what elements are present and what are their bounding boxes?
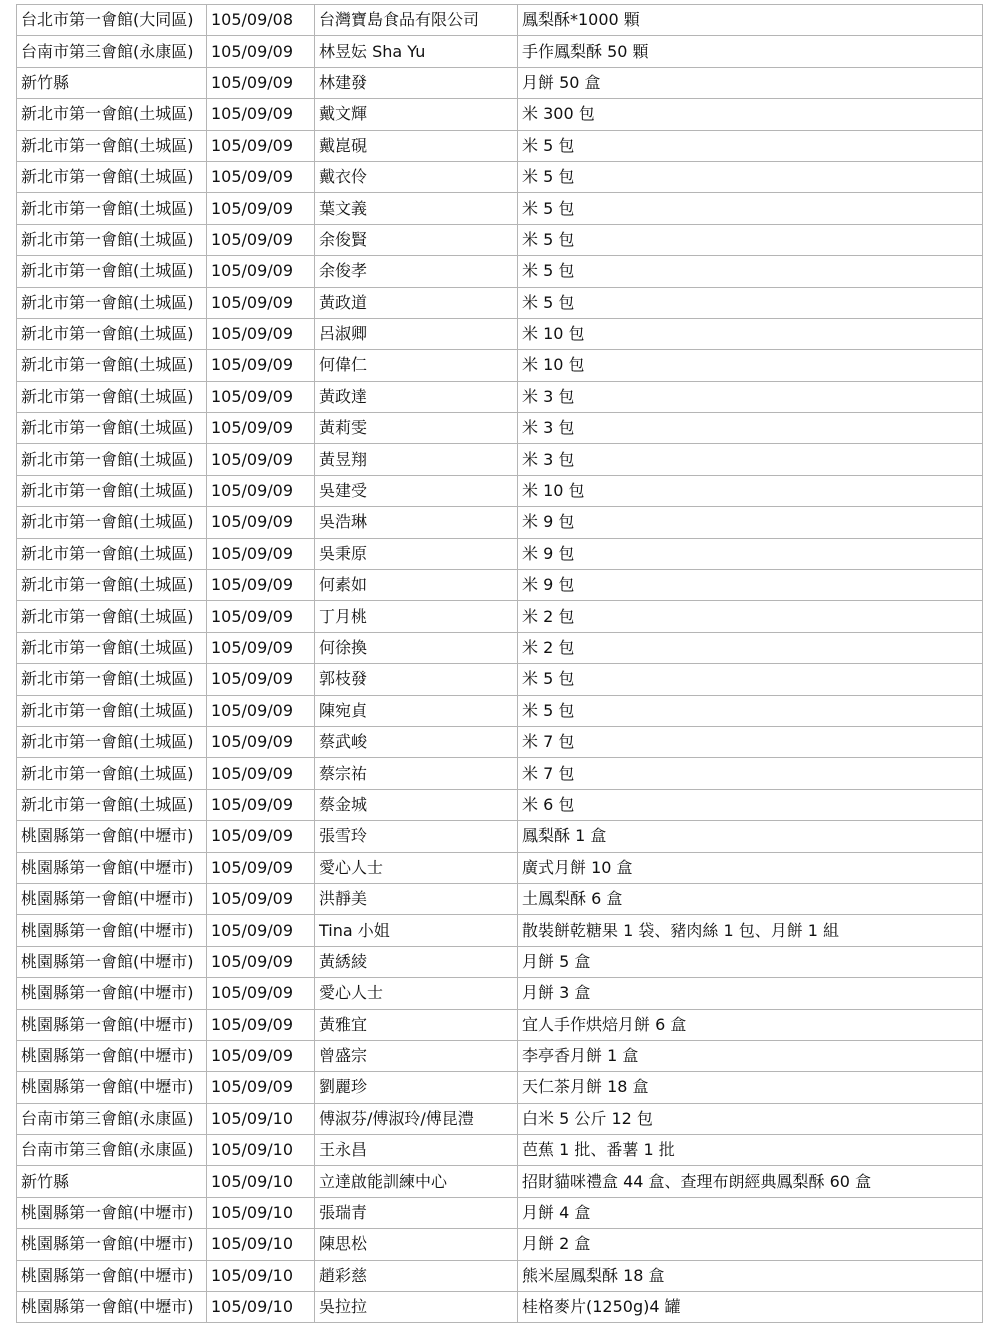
donor-cell: 戴文輝 — [315, 99, 518, 130]
table-row — [17, 350, 983, 381]
venue-cell: 新北市第一會館(土城區) — [17, 318, 207, 349]
item-cell: 廣式月餅 10 盒 — [518, 852, 983, 883]
donor-cell: 張瑞青 — [315, 1197, 518, 1228]
date-cell: 105/09/09 — [207, 381, 315, 412]
venue-cell: 台南市第三會館(永康區) — [17, 1135, 207, 1166]
table-row — [17, 507, 983, 538]
venue-cell: 新北市第一會館(土城區) — [17, 538, 207, 569]
donor-cell: 曾盛宗 — [315, 1040, 518, 1071]
venue-cell: 新竹縣 — [17, 1166, 207, 1197]
item-cell: 散裝餅乾糖果 1 袋、豬肉絲 1 包、月餅 1 組 — [518, 915, 983, 946]
table-row — [17, 538, 983, 569]
venue-cell: 新北市第一會館(土城區) — [17, 570, 207, 601]
venue-cell: 桃園縣第一會館(中壢市) — [17, 883, 207, 914]
item-cell: 米 7 包 — [518, 726, 983, 757]
donor-cell: 何素如 — [315, 570, 518, 601]
item-cell: 米 5 包 — [518, 664, 983, 695]
date-cell: 105/09/10 — [207, 1197, 315, 1228]
date-cell: 105/09/09 — [207, 632, 315, 663]
donor-cell: 黃莉雯 — [315, 413, 518, 444]
donor-cell: 黃政達 — [315, 381, 518, 412]
venue-cell: 桃園縣第一會館(中壢市) — [17, 915, 207, 946]
table-row — [17, 883, 983, 914]
donor-cell: 洪靜美 — [315, 883, 518, 914]
date-cell: 105/09/09 — [207, 726, 315, 757]
donor-cell: 吳拉拉 — [315, 1292, 518, 1323]
venue-cell: 新北市第一會館(土城區) — [17, 350, 207, 381]
item-cell: 米 5 包 — [518, 256, 983, 287]
venue-cell: 桃園縣第一會館(中壢市) — [17, 852, 207, 883]
date-cell: 105/09/09 — [207, 883, 315, 914]
table-row — [17, 601, 983, 632]
table-row — [17, 1229, 983, 1260]
date-cell: 105/09/09 — [207, 758, 315, 789]
donor-cell: 陳思松 — [315, 1229, 518, 1260]
venue-cell: 新北市第一會館(土城區) — [17, 413, 207, 444]
item-cell: 芭蕉 1 批、番薯 1 批 — [518, 1135, 983, 1166]
item-cell: 月餅 3 盒 — [518, 978, 983, 1009]
date-cell: 105/09/09 — [207, 789, 315, 820]
table-row — [17, 130, 983, 161]
venue-cell: 新北市第一會館(土城區) — [17, 475, 207, 506]
venue-cell: 桃園縣第一會館(中壢市) — [17, 1229, 207, 1260]
date-cell: 105/09/09 — [207, 36, 315, 67]
donor-cell: 葉文義 — [315, 193, 518, 224]
venue-cell: 新北市第一會館(土城區) — [17, 695, 207, 726]
table-row — [17, 381, 983, 412]
venue-cell: 新北市第一會館(土城區) — [17, 193, 207, 224]
item-cell: 月餅 2 盒 — [518, 1229, 983, 1260]
table-row — [17, 1166, 983, 1197]
item-cell: 米 5 包 — [518, 224, 983, 255]
table-row — [17, 475, 983, 506]
venue-cell: 台北市第一會館(大同區) — [17, 5, 207, 36]
item-cell: 米 10 包 — [518, 475, 983, 506]
date-cell: 105/09/09 — [207, 915, 315, 946]
item-cell: 米 6 包 — [518, 789, 983, 820]
item-cell: 桂格麥片(1250g)4 罐 — [518, 1292, 983, 1323]
table-row — [17, 1292, 983, 1323]
table-row — [17, 915, 983, 946]
table-row — [17, 36, 983, 67]
date-cell: 105/09/09 — [207, 821, 315, 852]
table-row — [17, 1197, 983, 1228]
date-cell: 105/09/08 — [207, 5, 315, 36]
venue-cell: 新北市第一會館(土城區) — [17, 664, 207, 695]
date-cell: 105/09/09 — [207, 130, 315, 161]
venue-cell: 新北市第一會館(土城區) — [17, 632, 207, 663]
item-cell: 天仁茶月餅 18 盒 — [518, 1072, 983, 1103]
venue-cell: 台南市第三會館(永康區) — [17, 1103, 207, 1134]
table-row — [17, 444, 983, 475]
venue-cell: 桃園縣第一會館(中壢市) — [17, 1292, 207, 1323]
donor-cell: 傅淑芬/傅淑玲/傅昆澧 — [315, 1103, 518, 1134]
date-cell: 105/09/09 — [207, 1009, 315, 1040]
venue-cell: 新北市第一會館(土城區) — [17, 256, 207, 287]
donor-cell: 戴衣伶 — [315, 161, 518, 192]
donor-cell: 愛心人士 — [315, 978, 518, 1009]
donor-cell: 郭枝發 — [315, 664, 518, 695]
table-row — [17, 318, 983, 349]
date-cell: 105/09/09 — [207, 601, 315, 632]
item-cell: 月餅 5 盒 — [518, 946, 983, 977]
table-row — [17, 789, 983, 820]
item-cell: 米 9 包 — [518, 507, 983, 538]
item-cell: 米 5 包 — [518, 287, 983, 318]
item-cell: 米 9 包 — [518, 570, 983, 601]
donor-cell: 立達啟能訓練中心 — [315, 1166, 518, 1197]
item-cell: 米 3 包 — [518, 381, 983, 412]
date-cell: 105/09/09 — [207, 695, 315, 726]
donor-cell: 蔡宗祐 — [315, 758, 518, 789]
item-cell: 白米 5 公斤 12 包 — [518, 1103, 983, 1134]
donor-cell: 張雪玲 — [315, 821, 518, 852]
item-cell: 宜人手作烘焙月餅 6 盒 — [518, 1009, 983, 1040]
date-cell: 105/09/09 — [207, 318, 315, 349]
date-cell: 105/09/10 — [207, 1292, 315, 1323]
donation-table — [16, 4, 983, 1323]
date-cell: 105/09/10 — [207, 1135, 315, 1166]
table-row — [17, 1072, 983, 1103]
donor-cell: 愛心人士 — [315, 852, 518, 883]
venue-cell: 新北市第一會館(土城區) — [17, 287, 207, 318]
donor-cell: 吳秉原 — [315, 538, 518, 569]
venue-cell: 桃園縣第一會館(中壢市) — [17, 1040, 207, 1071]
date-cell: 105/09/09 — [207, 413, 315, 444]
donor-cell: 丁月桃 — [315, 601, 518, 632]
table-row — [17, 946, 983, 977]
date-cell: 105/09/09 — [207, 224, 315, 255]
table-row — [17, 632, 983, 663]
table-row — [17, 978, 983, 1009]
item-cell: 招財貓咪禮盒 44 盒、查理布朗經典鳳梨酥 60 盒 — [518, 1166, 983, 1197]
donor-cell: 余俊孝 — [315, 256, 518, 287]
venue-cell: 新北市第一會館(土城區) — [17, 224, 207, 255]
donor-cell: 趙彩慈 — [315, 1260, 518, 1291]
donor-cell: 黃昱翔 — [315, 444, 518, 475]
venue-cell: 新北市第一會館(土城區) — [17, 758, 207, 789]
item-cell: 米 9 包 — [518, 538, 983, 569]
item-cell: 米 5 包 — [518, 193, 983, 224]
date-cell: 105/09/09 — [207, 1040, 315, 1071]
item-cell: 米 5 包 — [518, 130, 983, 161]
date-cell: 105/09/09 — [207, 852, 315, 883]
donation-table-body — [17, 5, 983, 1323]
date-cell: 105/09/09 — [207, 570, 315, 601]
table-row — [17, 664, 983, 695]
venue-cell: 新北市第一會館(土城區) — [17, 789, 207, 820]
venue-cell: 新北市第一會館(土城區) — [17, 507, 207, 538]
item-cell: 米 3 包 — [518, 444, 983, 475]
table-row — [17, 758, 983, 789]
table-row — [17, 1260, 983, 1291]
table-row — [17, 99, 983, 130]
donor-cell: 黃雅宜 — [315, 1009, 518, 1040]
donor-cell: 吳浩琳 — [315, 507, 518, 538]
date-cell: 105/09/09 — [207, 256, 315, 287]
date-cell: 105/09/09 — [207, 507, 315, 538]
donor-cell: 戴崑硯 — [315, 130, 518, 161]
venue-cell: 桃園縣第一會館(中壢市) — [17, 1009, 207, 1040]
date-cell: 105/09/09 — [207, 475, 315, 506]
donor-cell: 王永昌 — [315, 1135, 518, 1166]
donor-cell: 陳宛貞 — [315, 695, 518, 726]
venue-cell: 新北市第一會館(土城區) — [17, 130, 207, 161]
table-row — [17, 821, 983, 852]
table-row — [17, 1135, 983, 1166]
item-cell: 米 5 包 — [518, 161, 983, 192]
table-row — [17, 287, 983, 318]
item-cell: 米 3 包 — [518, 413, 983, 444]
table-row — [17, 695, 983, 726]
donor-cell: 黃綉綾 — [315, 946, 518, 977]
donor-cell: 何偉仁 — [315, 350, 518, 381]
venue-cell: 桃園縣第一會館(中壢市) — [17, 978, 207, 1009]
venue-cell: 桃園縣第一會館(中壢市) — [17, 1072, 207, 1103]
date-cell: 105/09/09 — [207, 350, 315, 381]
item-cell: 手作鳳梨酥 50 顆 — [518, 36, 983, 67]
item-cell: 米 10 包 — [518, 318, 983, 349]
venue-cell: 桃園縣第一會館(中壢市) — [17, 1197, 207, 1228]
venue-cell: 新北市第一會館(土城區) — [17, 726, 207, 757]
item-cell: 米 5 包 — [518, 695, 983, 726]
item-cell: 米 2 包 — [518, 632, 983, 663]
donor-cell: 台灣寶島食品有限公司 — [315, 5, 518, 36]
donor-cell: Tina 小姐 — [315, 915, 518, 946]
donor-cell: 何徐換 — [315, 632, 518, 663]
table-row — [17, 1040, 983, 1071]
donor-cell: 黃政道 — [315, 287, 518, 318]
date-cell: 105/09/09 — [207, 664, 315, 695]
date-cell: 105/09/09 — [207, 99, 315, 130]
date-cell: 105/09/09 — [207, 1072, 315, 1103]
table-row — [17, 570, 983, 601]
venue-cell: 新竹縣 — [17, 67, 207, 98]
table-row — [17, 1103, 983, 1134]
donor-cell: 林昱妘 Sha Yu — [315, 36, 518, 67]
venue-cell: 新北市第一會館(土城區) — [17, 99, 207, 130]
donor-cell: 呂淑卿 — [315, 318, 518, 349]
item-cell: 李亭香月餅 1 盒 — [518, 1040, 983, 1071]
date-cell: 105/09/10 — [207, 1260, 315, 1291]
item-cell: 土鳳梨酥 6 盒 — [518, 883, 983, 914]
venue-cell: 新北市第一會館(土城區) — [17, 381, 207, 412]
donor-cell: 蔡金城 — [315, 789, 518, 820]
date-cell: 105/09/09 — [207, 444, 315, 475]
item-cell: 米 10 包 — [518, 350, 983, 381]
donor-cell: 林建發 — [315, 67, 518, 98]
venue-cell: 新北市第一會館(土城區) — [17, 601, 207, 632]
item-cell: 米 2 包 — [518, 601, 983, 632]
date-cell: 105/09/09 — [207, 161, 315, 192]
venue-cell: 新北市第一會館(土城區) — [17, 444, 207, 475]
item-cell: 月餅 4 盒 — [518, 1197, 983, 1228]
donor-cell: 余俊賢 — [315, 224, 518, 255]
venue-cell: 桃園縣第一會館(中壢市) — [17, 821, 207, 852]
table-row — [17, 726, 983, 757]
item-cell: 鳳梨酥 1 盒 — [518, 821, 983, 852]
venue-cell: 桃園縣第一會館(中壢市) — [17, 946, 207, 977]
venue-cell: 桃園縣第一會館(中壢市) — [17, 1260, 207, 1291]
table-row — [17, 256, 983, 287]
venue-cell: 台南市第三會館(永康區) — [17, 36, 207, 67]
table-row — [17, 224, 983, 255]
item-cell: 熊米屋鳳梨酥 18 盒 — [518, 1260, 983, 1291]
table-row — [17, 5, 983, 36]
item-cell: 月餅 50 盒 — [518, 67, 983, 98]
date-cell: 105/09/09 — [207, 287, 315, 318]
table-row — [17, 161, 983, 192]
table-row — [17, 193, 983, 224]
donor-cell: 吳建受 — [315, 475, 518, 506]
item-cell: 米 300 包 — [518, 99, 983, 130]
table-row — [17, 413, 983, 444]
item-cell: 米 7 包 — [518, 758, 983, 789]
table-row — [17, 1009, 983, 1040]
donor-cell: 劉麗珍 — [315, 1072, 518, 1103]
date-cell: 105/09/09 — [207, 193, 315, 224]
date-cell: 105/09/10 — [207, 1166, 315, 1197]
venue-cell: 新北市第一會館(土城區) — [17, 161, 207, 192]
donor-cell: 蔡武峻 — [315, 726, 518, 757]
date-cell: 105/09/10 — [207, 1229, 315, 1260]
table-row — [17, 852, 983, 883]
date-cell: 105/09/09 — [207, 978, 315, 1009]
date-cell: 105/09/10 — [207, 1103, 315, 1134]
item-cell: 鳳梨酥*1000 顆 — [518, 5, 983, 36]
date-cell: 105/09/09 — [207, 946, 315, 977]
table-row — [17, 67, 983, 98]
date-cell: 105/09/09 — [207, 538, 315, 569]
date-cell: 105/09/09 — [207, 67, 315, 98]
